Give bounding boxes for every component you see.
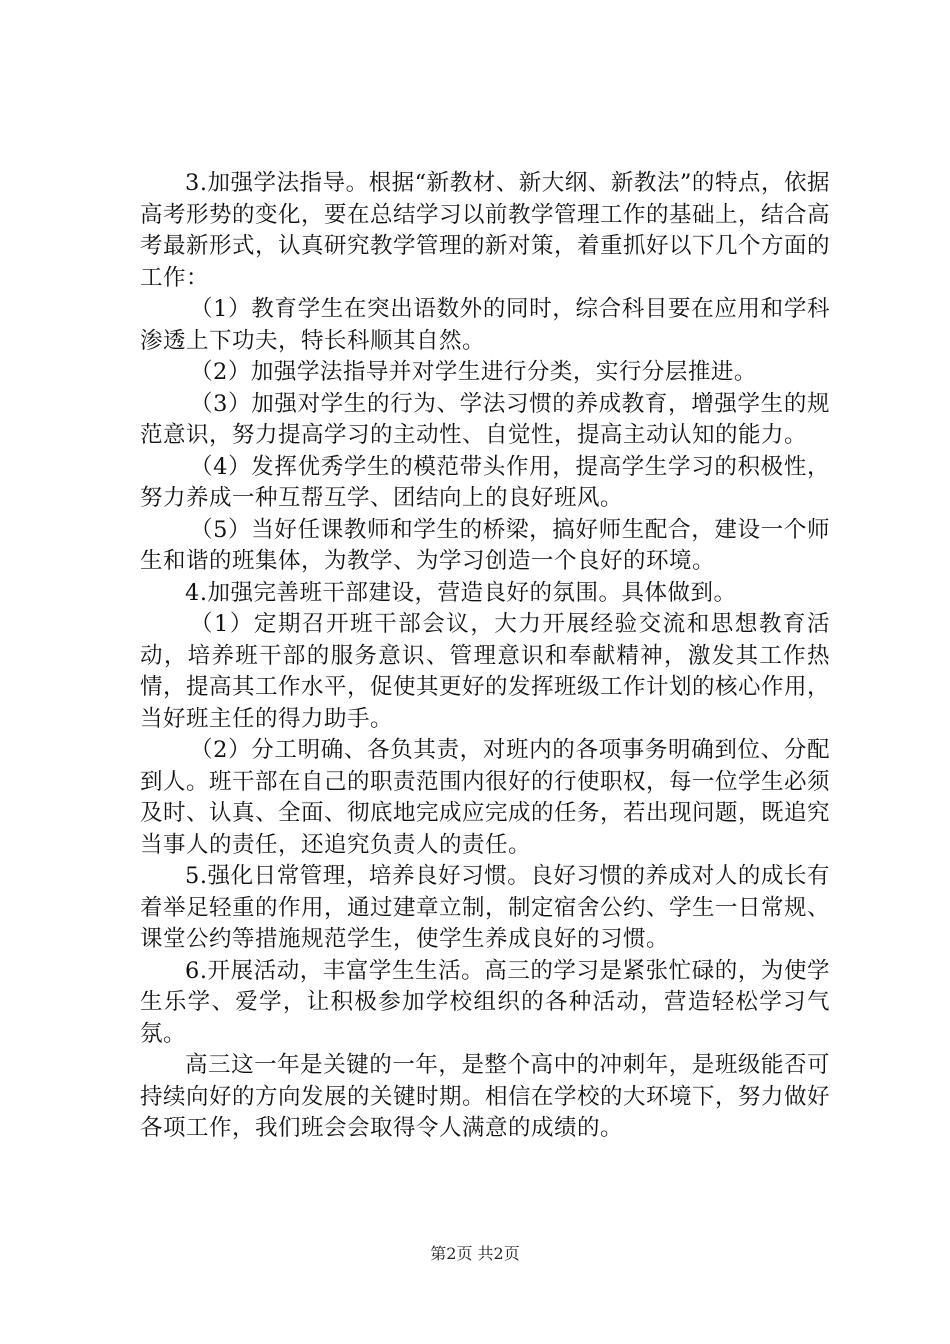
- paragraph-cadre-item-2: （2）分工明确、各负其责，对班内的各项事务明确到位、分配到人。班干部在自己的职责范围内很好的行使职权，每一位学生必须及时、认真、全面、彻底地完成应完成的任务，若出现问题，既追究当事人的责任，还追究负责人的责任。: [140, 737, 831, 858]
- paragraph-item-4: （4）发挥优秀学生的模范带头作用，提高学生学习的积极性，努力养成一种互帮互学、团结向上的良好班风。: [140, 453, 830, 511]
- paragraph-class-cadre: 4.加强完善班干部建设，营造良好的氛围。具体做到。: [185, 579, 737, 606]
- paragraph-item-2: （2）加强学法指导并对学生进行分类，实行分层推进。: [190, 359, 757, 385]
- paragraph-study-guidance: 3.加强学法指导。根据“新教材、新大纲、新教法”的特点，依据高考形势的变化，要在总结学习以前教学管理工作的基础上，结合高考最新形式，认真研究教学管理的新对策，着重抓好以下几个方面的工作：: [140, 170, 831, 291]
- paragraph-cadre-item-1: （1）定期召开班干部会议，大力开展经验交流和思想教育活动，培养班干部的服务意识、管理意识和奉献精神，激发其工作热情，提高其工作水平，促使其更好的发挥班级工作计划的核心作用，当好班主任的得力助手。: [140, 611, 831, 732]
- paragraph-item-5: （5）当好任课教师和学生的桥梁，搞好师生配合，建设一个师生和谐的班集体，为教学、为学习创造一个良好的环境。: [140, 516, 830, 574]
- paragraph-item-3: （3）加强对学生的行为、学法习惯的养成教育，增强学生的规范意识，努力提高学习的主动性、自觉性，提高主动认知的能力。: [140, 390, 830, 448]
- paragraph-activities: 6.开展活动，丰富学生生活。高三的学习是紧张忙碌的，为使学生乐学、爱学，让积极参加学校组织的各种活动，营造轻松学习气氛。: [140, 957, 830, 1047]
- document-body: [140, 168, 830, 1145]
- paragraph-conclusion: 高三这一年是关键的一年，是整个高中的冲刺年，是班级能否可持续向好的方向发展的关键时期。相信在学校的大环境下，努力做好各项工作，我们班会会取得令人满意的成绩的。: [140, 1052, 831, 1141]
- page-indicator: 第2页 共2页: [430, 1244, 520, 1263]
- paragraph-daily-management: 5.强化日常管理，培养良好习惯。良好习惯的养成对人的成长有着举足轻重的作用，通过建章立制，制定宿舍公约、学生一日常规、课堂公约等措施规范学生，使学生养成良好的习惯。: [140, 863, 831, 952]
- paragraph-item-1: （1）教育学生在突出语数外的同时，综合科目要在应用和学科渗透上下功夫，特长科顺其自然。: [140, 296, 830, 354]
